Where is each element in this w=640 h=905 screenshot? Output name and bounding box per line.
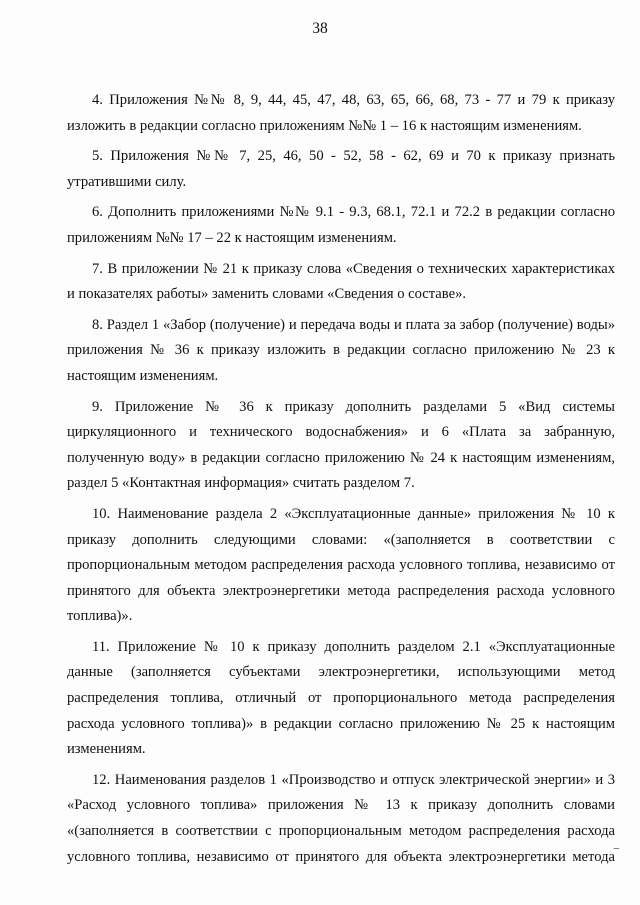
paragraph-item-8: 8. Раздел 1 «Забор (получение) и передача воды и плата за забор (получение) воды» приложения № 36 к приказу изложить в редакции согласно приложению № 23 к настоящим изменениям.: [67, 316, 615, 384]
page-number: 38: [312, 20, 328, 37]
paragraph-item-9: 9. Приложение № 36 к приказу дополнить разделами 5 «Вид системы циркуляционного и технического водоснабжения» и 6 «Плата за забранную, полученную воду» в редакции согласно приложению № 24 к настоящим изменениям, раздел 5 «Контактная информация» считать разделом 7.: [67, 398, 615, 492]
paragraph-item-6: 6. Дополнить приложениями №№ 9.1 - 9.3, 68.1, 72.1 и 72.2 в редакции согласно приложениям №№ 17 – 22 к настоящим изменениям.: [67, 204, 615, 246]
paragraph-item-5: 5. Приложения №№ 7, 25, 46, 50 - 52, 58 - 62, 69 и 70 к приказу признать утратившими силу.: [67, 148, 615, 190]
paragraph-item-4: 4. Приложения №№ 8, 9, 44, 45, 47, 48, 63, 65, 66, 68, 73 - 77 и 79 к приказу изложить в редакции согласно приложениям №№ 1 – 16 к настоящим изменениям.: [67, 92, 615, 134]
document-body: [67, 88, 615, 875]
paragraph-item-7: 7. В приложении № 21 к приказу слова «Сведения о технических характеристиках и показателях работы» заменить словами «Сведения о составе».: [67, 260, 615, 303]
paragraph-item-11: 11. Приложение № 10 к приказу дополнить разделом 2.1 «Эксплуатационные данные (заполняется субъектами электроэнергетики, использующими метод распределения топлива, отличный от пропорционального метода распределения расхода условного топлива)» в редакции согласно приложению № 25 к настоящим изменениям.: [67, 638, 615, 758]
continuation-mark-icon: ‾: [614, 848, 619, 863]
paragraph-item-12: 12. Наименования разделов 1 «Производство и отпуск электрической энергии» и 3 «Расход условного топлива» приложения № 13 к приказу дополнить словами «(заполняется в соответствии с пропорциональным методом распределения расхода условного топлива, независимо от принятого для объекта электроэнергетики метода: [67, 771, 615, 865]
paragraph-item-10: 10. Наименование раздела 2 «Эксплуатационные данные» приложения № 10 к приказу дополнить следующими словами: «(заполняется в соответствии с пропорциональным методом распределения расхода условного топлива, независимо от принятого для объекта электроэнергетики метода распределения расхода условного топлива)».: [67, 505, 615, 625]
